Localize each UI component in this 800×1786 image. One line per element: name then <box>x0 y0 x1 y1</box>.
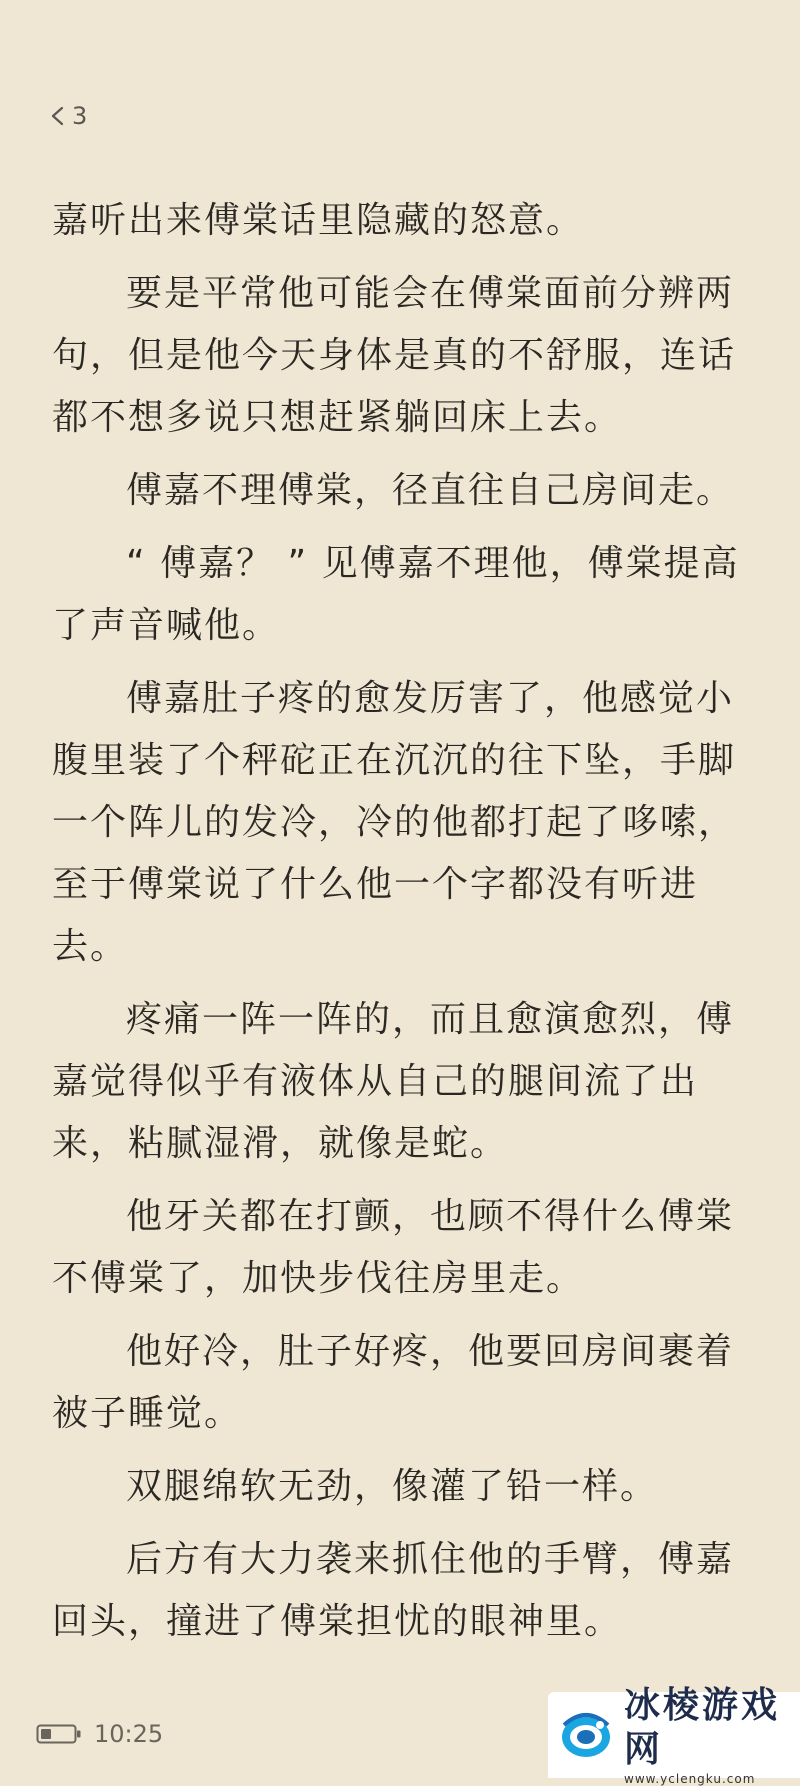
paragraph: 傅嘉肚子疼的愈发厉害了，他感觉小腹里装了个秤砣正在沉沉的往下坠，手脚一个阵儿的发冷，冷的他都打起了哆嗦，至于傅棠说了什么他一个字都没有听进去。 <box>52 678 737 967</box>
paragraph: 后方有大力袭来抓住他的手臂，傅嘉回头，撞进了傅棠担忧的眼神里。 <box>52 1539 735 1642</box>
paragraph: 嘉听出来傅棠话里隐藏的怒意。 <box>52 200 585 241</box>
status-bar <box>36 1720 163 1748</box>
paragraph: 傅嘉不理傅棠，径直往自己房间走。 <box>126 470 735 511</box>
reader-header <box>48 98 87 134</box>
paragraph: 要是平常他可能会在傅棠面前分辨两句，但是他今天身体是真的不舒服，连话都不想多说只想赶紧躺回床上去。 <box>52 273 737 438</box>
chevron-left-icon[interactable] <box>48 104 68 128</box>
paragraph: 他牙关都在打颤，也顾不得什么傅棠不傅棠了，加快步伐往房里走。 <box>52 1196 735 1299</box>
watermark-url: www.yclengku.com <box>624 1772 756 1786</box>
chapter-text <box>52 190 752 1664</box>
paragraph: 双腿绵软无劲，像灌了铅一样。 <box>126 1466 659 1507</box>
paragraph: “ 傅嘉？ ” 见傅嘉不理他，傅棠提高了声音喊他。 <box>52 543 740 646</box>
site-watermark <box>548 1685 800 1786</box>
paragraph: 疼痛一阵一阵的，而且愈演愈烈，傅嘉觉得似乎有液体从自己的腿间流了出来，粘腻湿滑，就像是蛇。 <box>52 999 735 1164</box>
battery-icon <box>36 1723 82 1745</box>
clock-time: 10:25 <box>94 1720 164 1748</box>
chapter-number: 3 <box>72 102 88 130</box>
yclengku-logo-icon <box>556 1705 616 1765</box>
paragraph: 他好冷，肚子好疼，他要回房间裹着被子睡觉。 <box>52 1331 735 1434</box>
watermark-title: 冰棱游戏网 <box>624 1685 781 1770</box>
